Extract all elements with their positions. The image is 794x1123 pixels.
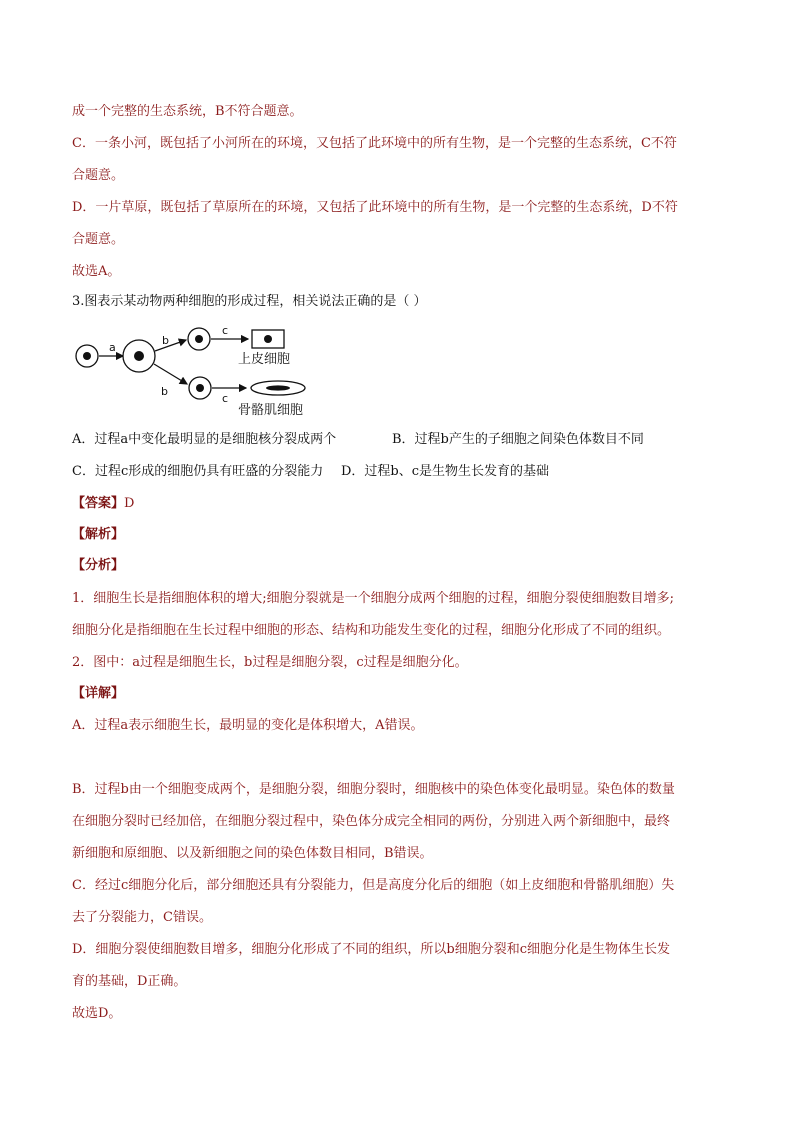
answer-label: 【答案】 bbox=[72, 496, 125, 511]
daughter-cell-bottom bbox=[189, 377, 211, 399]
question-stem: 3.图表示某动物两种细胞的形成过程，相关说法正确的是（ ） bbox=[72, 294, 427, 309]
fenxi-label: 【分析】 bbox=[72, 558, 125, 573]
epithelial-cell bbox=[252, 330, 284, 348]
label-a: a bbox=[109, 341, 116, 354]
text-line: 去了分裂能力，C错误。 bbox=[72, 910, 212, 925]
label-c-top: c bbox=[222, 324, 229, 337]
label-c-bottom: c bbox=[222, 392, 229, 405]
text-line: D．细胞分裂使细胞数目增多，细胞分化形成了不同的组织，所以b细胞分裂和c细胞分化是生物体生长发 bbox=[72, 942, 671, 957]
arrow-b-top bbox=[155, 340, 186, 351]
text-line: B．过程b由一个细胞变成两个，是细胞分裂，细胞分裂时，细胞核中的染色体变化最明显。染色体的数量 bbox=[72, 782, 675, 797]
text-line: C．一条小河，既包括了小河所在的环境，又包括了此环境中的所有生物，是一个完整的生态系统，C不符 bbox=[72, 136, 677, 151]
label-epithelial-cell: 上皮细胞 bbox=[238, 352, 291, 367]
text-line: 细胞分化是指细胞在生长过程中细胞的形态、结构和功能发生变化的过程，细胞分化形成了不同的组织。 bbox=[72, 623, 671, 638]
answer-line bbox=[72, 495, 134, 513]
text-line: 新细胞和原细胞、以及新细胞之间的染色体数目相同，B错误。 bbox=[72, 846, 433, 861]
cell-formation-diagram bbox=[70, 318, 330, 422]
text-line: A．过程a表示细胞生长，最明显的变化是体积增大，A错误。 bbox=[72, 718, 424, 733]
analysis-label: 【解析】 bbox=[72, 527, 125, 542]
daughter-cell-top bbox=[188, 328, 210, 350]
option-d: D．过程b、c是生物生长发育的基础 bbox=[341, 464, 550, 479]
answer-value: D bbox=[124, 496, 135, 511]
text-line: 2．图中：a过程是细胞生长，b过程是细胞分裂，c过程是细胞分化。 bbox=[72, 655, 468, 670]
grown-cell bbox=[123, 340, 155, 372]
skeletal-muscle-cell bbox=[251, 381, 305, 395]
label-b-top: b bbox=[162, 334, 169, 347]
option-a: A．过程a中变化最明显的是细胞核分裂成两个 bbox=[72, 432, 337, 447]
original-cell bbox=[76, 345, 98, 367]
text-line: C．经过c细胞分化后，部分细胞还具有分裂能力，但是高度分化后的细胞（如上皮细胞和骨骼肌细胞）失 bbox=[72, 878, 675, 893]
label-b-bottom: b bbox=[161, 385, 168, 398]
text-line: 故选A。 bbox=[72, 264, 121, 279]
text-line: 合题意。 bbox=[72, 232, 125, 247]
label-skeletal-muscle-cell: 骨骼肌细胞 bbox=[238, 403, 304, 418]
option-b: B．过程b产生的子细胞之间染色体数目不同 bbox=[392, 432, 644, 447]
text-line: 在细胞分裂时已经加倍，在细胞分裂过程中，染色体分成完全相同的两份，分别进入两个新细胞中，最终 bbox=[72, 814, 671, 829]
arrow-b-bottom bbox=[154, 364, 187, 384]
text-line: D．一片草原，既包括了草原所在的环境，又包括了此环境中的所有生物，是一个完整的生态系统，D不符 bbox=[72, 200, 678, 215]
detail-label: 【详解】 bbox=[72, 686, 125, 701]
text-line: 1．细胞生长是指细胞体积的增大;细胞分裂就是一个细胞分成两个细胞的过程，细胞分裂使细胞数目增多; bbox=[72, 591, 675, 606]
option-c: C．过程c形成的细胞仍具有旺盛的分裂能力 bbox=[72, 464, 324, 479]
text-line: 育的基础，D正确。 bbox=[72, 974, 187, 989]
text-line: 成一个完整的生态系统，B不符合题意。 bbox=[72, 104, 303, 119]
text-line: 合题意。 bbox=[72, 168, 125, 183]
text-line: 故选D。 bbox=[72, 1006, 122, 1021]
